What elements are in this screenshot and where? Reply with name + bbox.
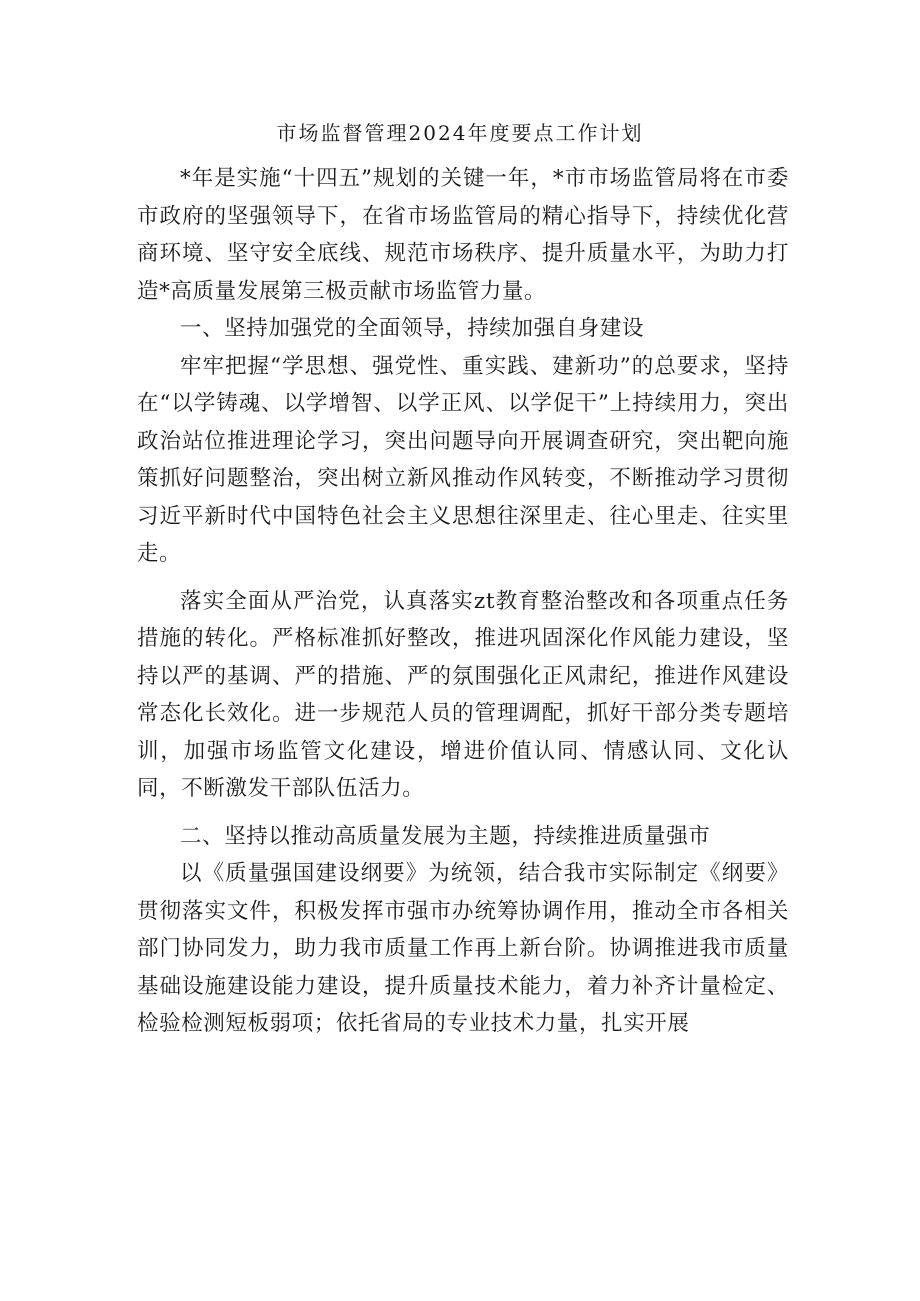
document-body bbox=[137, 160, 789, 1043]
paragraph-intro: *年是实施“十四五”规划的关键一年，*市市场监管局将在市委市政府的坚强领导下，在省市场监管局的精心指导下，持续优化营商环境、坚守安全底线、规范市场秩序、提升质量水平，为助力打造*高质量发展第三极贡献市场监管力量。 bbox=[137, 166, 789, 304]
paragraph-quality: 以《质量强国建设纲要》为统领，结合我市实际制定《纲要》贯彻落实文件，积极发挥市强市办统筹协调作用，推动全市各相关部门协同发力，助力我市质量工作再上新台阶。协调推进我市质量基础设施建设能力建设，提升质量技术能力，着力补齐计量检定、检验检测短板弱项；依托省局的专业技术力量，扎实开展 bbox=[137, 861, 789, 1036]
paragraph-study: 牢牢把握“学思想、强党性、重实践、建新功”的总要求，坚持在“以学铸魂、以学增智、以学正风、以学促干”上持续用力，突出政治站位推进理论学习，突出问题导向开展调查研究，突出靶向施策抓好问题整治，突出树立新风推动作风转变，不断推动学习贯彻习近平新时代中国特色社会主义思想往深里走、往心里走、往实里走。 bbox=[137, 353, 789, 566]
document-title: 市场监督管理2024年度要点工作计划 bbox=[276, 121, 644, 145]
section-heading-1: 一、坚持加强党的全面领导，持续加强自身建设 bbox=[180, 316, 645, 341]
paragraph-party-discipline: 落实全面从严治党，认真落实zt教育整治整改和各项重点任务措施的转化。严格标准抓好整改，推进巩固深化作风能力建设，坚持以严的基调、严的措施、严的氛围强化正风肃纪，推进作风建设常态化长效化。进一步规范人员的管理调配，抓好干部分类专题培训，加强市场监管文化建设，增进价值认同、情感认同、文化认同，不断激发干部队伍活力。 bbox=[137, 588, 789, 801]
section-heading-2: 二、坚持以推动高质量发展为主题，持续推进质量强市 bbox=[180, 823, 711, 849]
